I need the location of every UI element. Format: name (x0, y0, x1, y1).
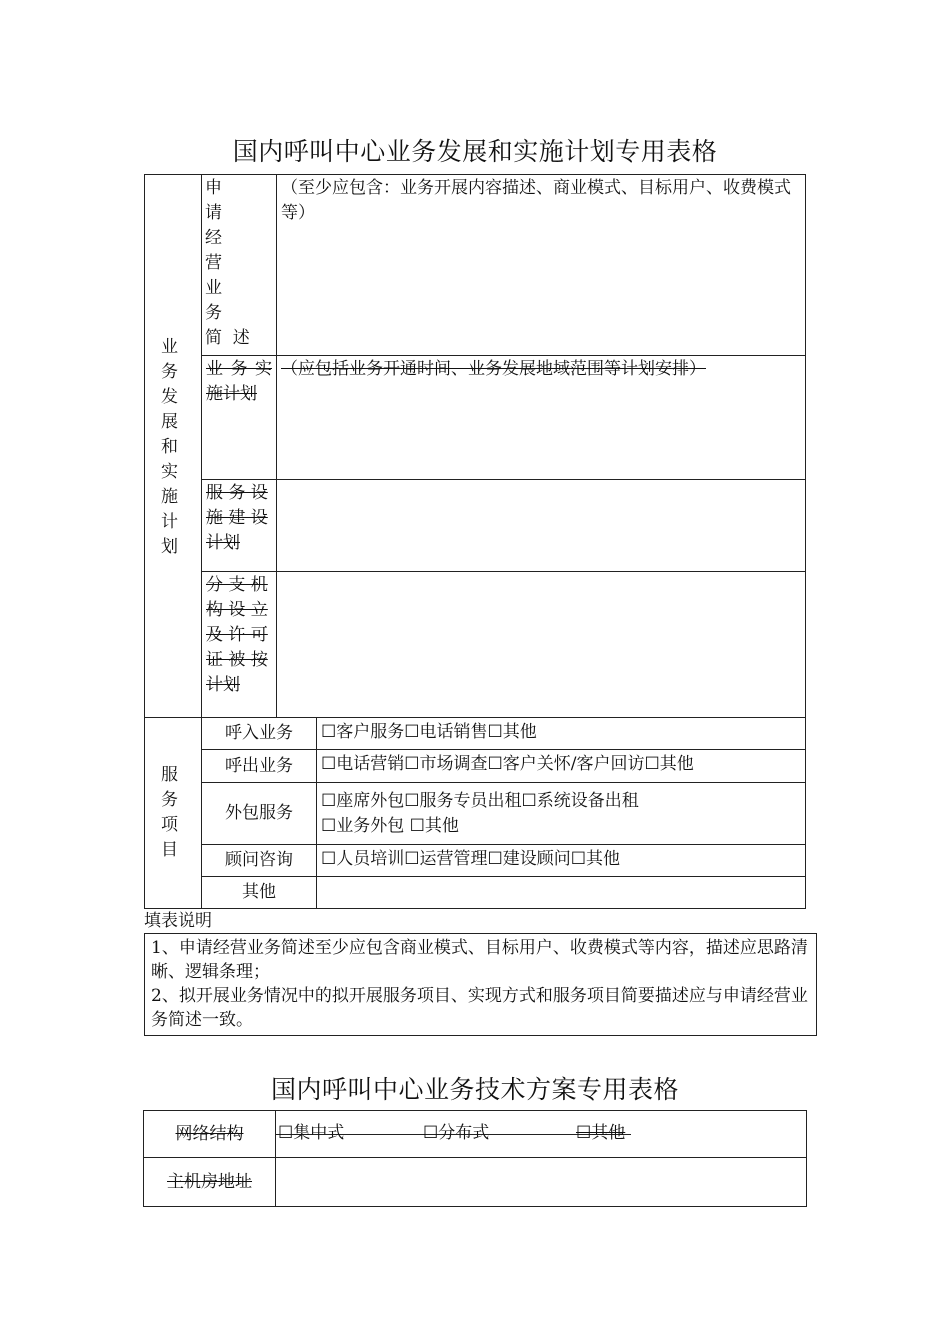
plan-row3-label-cell (201, 479, 277, 572)
row1-label-char: 业 (205, 278, 222, 298)
plan-row4-label-cell (201, 571, 277, 718)
server-room-input[interactable] (275, 1157, 807, 1207)
plan-outer-char: 发 (161, 387, 178, 407)
plan-outer-label (161, 335, 183, 560)
plan-row2-label: 业 务 实 施计划 (206, 359, 272, 404)
note-line-1: 1、申请经营业务简述至少应包含商业模式、目标用户、收费模式等内容，描述应思路清晰、逻辑条理； (151, 938, 808, 982)
notes-heading: 填表说明 (144, 911, 212, 931)
plan-row1-label-cell (201, 174, 277, 356)
plan-outer-char: 和 (161, 437, 178, 457)
service-outer-char: 目 (161, 840, 178, 860)
server-room-label: 主机房地址 (167, 1171, 252, 1192)
notes-box (144, 933, 817, 1036)
service-row5-label (201, 876, 317, 909)
service-outer-char: 服 (161, 765, 178, 785)
page-title: 国内呼叫中心业务发展和实施计划专用表格 (232, 137, 718, 166)
service-row3-label (201, 782, 317, 845)
service-row2-label (201, 749, 317, 783)
service-row1-label (201, 717, 317, 750)
section-title-2: 国内呼叫中心业务技术方案专用表格 (270, 1075, 679, 1104)
service-outsourcing-options[interactable] (316, 782, 806, 845)
plan-outer-char: 务 (161, 362, 178, 382)
row1-label-char: 营 (205, 253, 222, 273)
plan-row1-hint: （至少应包含：业务开展内容描述、商业模式、目标用户、收费模式等） (281, 178, 791, 223)
plan-row2-content[interactable] (276, 355, 806, 480)
service-outer-char: 务 (161, 790, 178, 810)
row1-label-char: 申 (205, 178, 222, 198)
row1-label-char: 简 述 (205, 328, 250, 348)
service-consulting-label: 顾问咨询 (225, 850, 293, 870)
service-outer-cell (144, 717, 202, 909)
plan-row1-label (205, 176, 250, 351)
network-structure-label: 网络结构 (175, 1123, 244, 1144)
note-line-2: 2、拟开展业务情况中的拟开展服务项目、实现方式和服务项目简要描述应与申请经营业务简述一致。 (151, 986, 808, 1030)
plan-row3-label: 服 务 设 施 建 设 计划 (206, 483, 268, 553)
plan-outer-char: 展 (161, 412, 178, 432)
row1-label-char: 请 (205, 203, 222, 223)
opt-distributed[interactable]: ☐分布式 (423, 1123, 490, 1143)
plan-row4-content[interactable] (276, 571, 806, 718)
outsourcing-checkboxes-line2[interactable]: ☐业务外包 ☐其他 (321, 816, 459, 836)
service-inbound-label: 呼入业务 (225, 723, 293, 743)
plan-row2-hint: （应包括业务开通时间、业务发展地域范围等计划安排） (281, 359, 706, 379)
inbound-checkboxes[interactable]: ☐客户服务☐电话销售☐其他 (321, 722, 537, 742)
plan-row4-label: 分 支 机 构 设 立 及 许 可 证 被 按 计划 (206, 575, 268, 695)
service-other-label: 其他 (242, 882, 276, 902)
service-row4-label (201, 844, 317, 877)
outbound-checkboxes[interactable]: ☐电话营销☐市场调查☐客户关怀/客户回访☐其他 (321, 754, 694, 774)
service-consulting-options[interactable] (316, 844, 806, 877)
service-outbound-options[interactable] (316, 749, 806, 783)
service-outer-char: 项 (161, 815, 178, 835)
network-options-cell[interactable] (275, 1110, 807, 1158)
plan-outer-cell (144, 174, 202, 718)
service-inbound-options[interactable] (316, 717, 806, 750)
room-label-cell (143, 1157, 276, 1207)
plan-row1-content[interactable] (276, 174, 806, 356)
service-outer-label (161, 763, 183, 863)
service-other-options[interactable] (316, 876, 806, 909)
plan-outer-char: 实 (161, 462, 178, 482)
plan-outer-char: 业 (161, 337, 178, 357)
row1-label-char: 经 (205, 228, 222, 248)
opt-other[interactable]: ☐其他 (576, 1123, 626, 1143)
consulting-checkboxes[interactable]: ☐人员培训☐运营管理☐建设顾问☐其他 (321, 849, 620, 869)
plan-row2-label-cell (201, 355, 277, 480)
opt-centralized[interactable]: ☐集中式 (278, 1123, 345, 1143)
service-outsourcing-label: 外包服务 (225, 803, 293, 823)
service-outbound-label: 呼出业务 (225, 755, 293, 776)
row1-label-char: 务 (205, 303, 222, 323)
plan-outer-char: 划 (161, 537, 178, 557)
plan-outer-char: 计 (161, 512, 178, 532)
plan-outer-char: 施 (161, 487, 178, 507)
network-label-cell (143, 1110, 276, 1158)
outsourcing-checkboxes-line1[interactable]: ☐座席外包☐服务专员出租☐系统设备出租 (321, 791, 639, 811)
plan-row3-content[interactable] (276, 479, 806, 572)
